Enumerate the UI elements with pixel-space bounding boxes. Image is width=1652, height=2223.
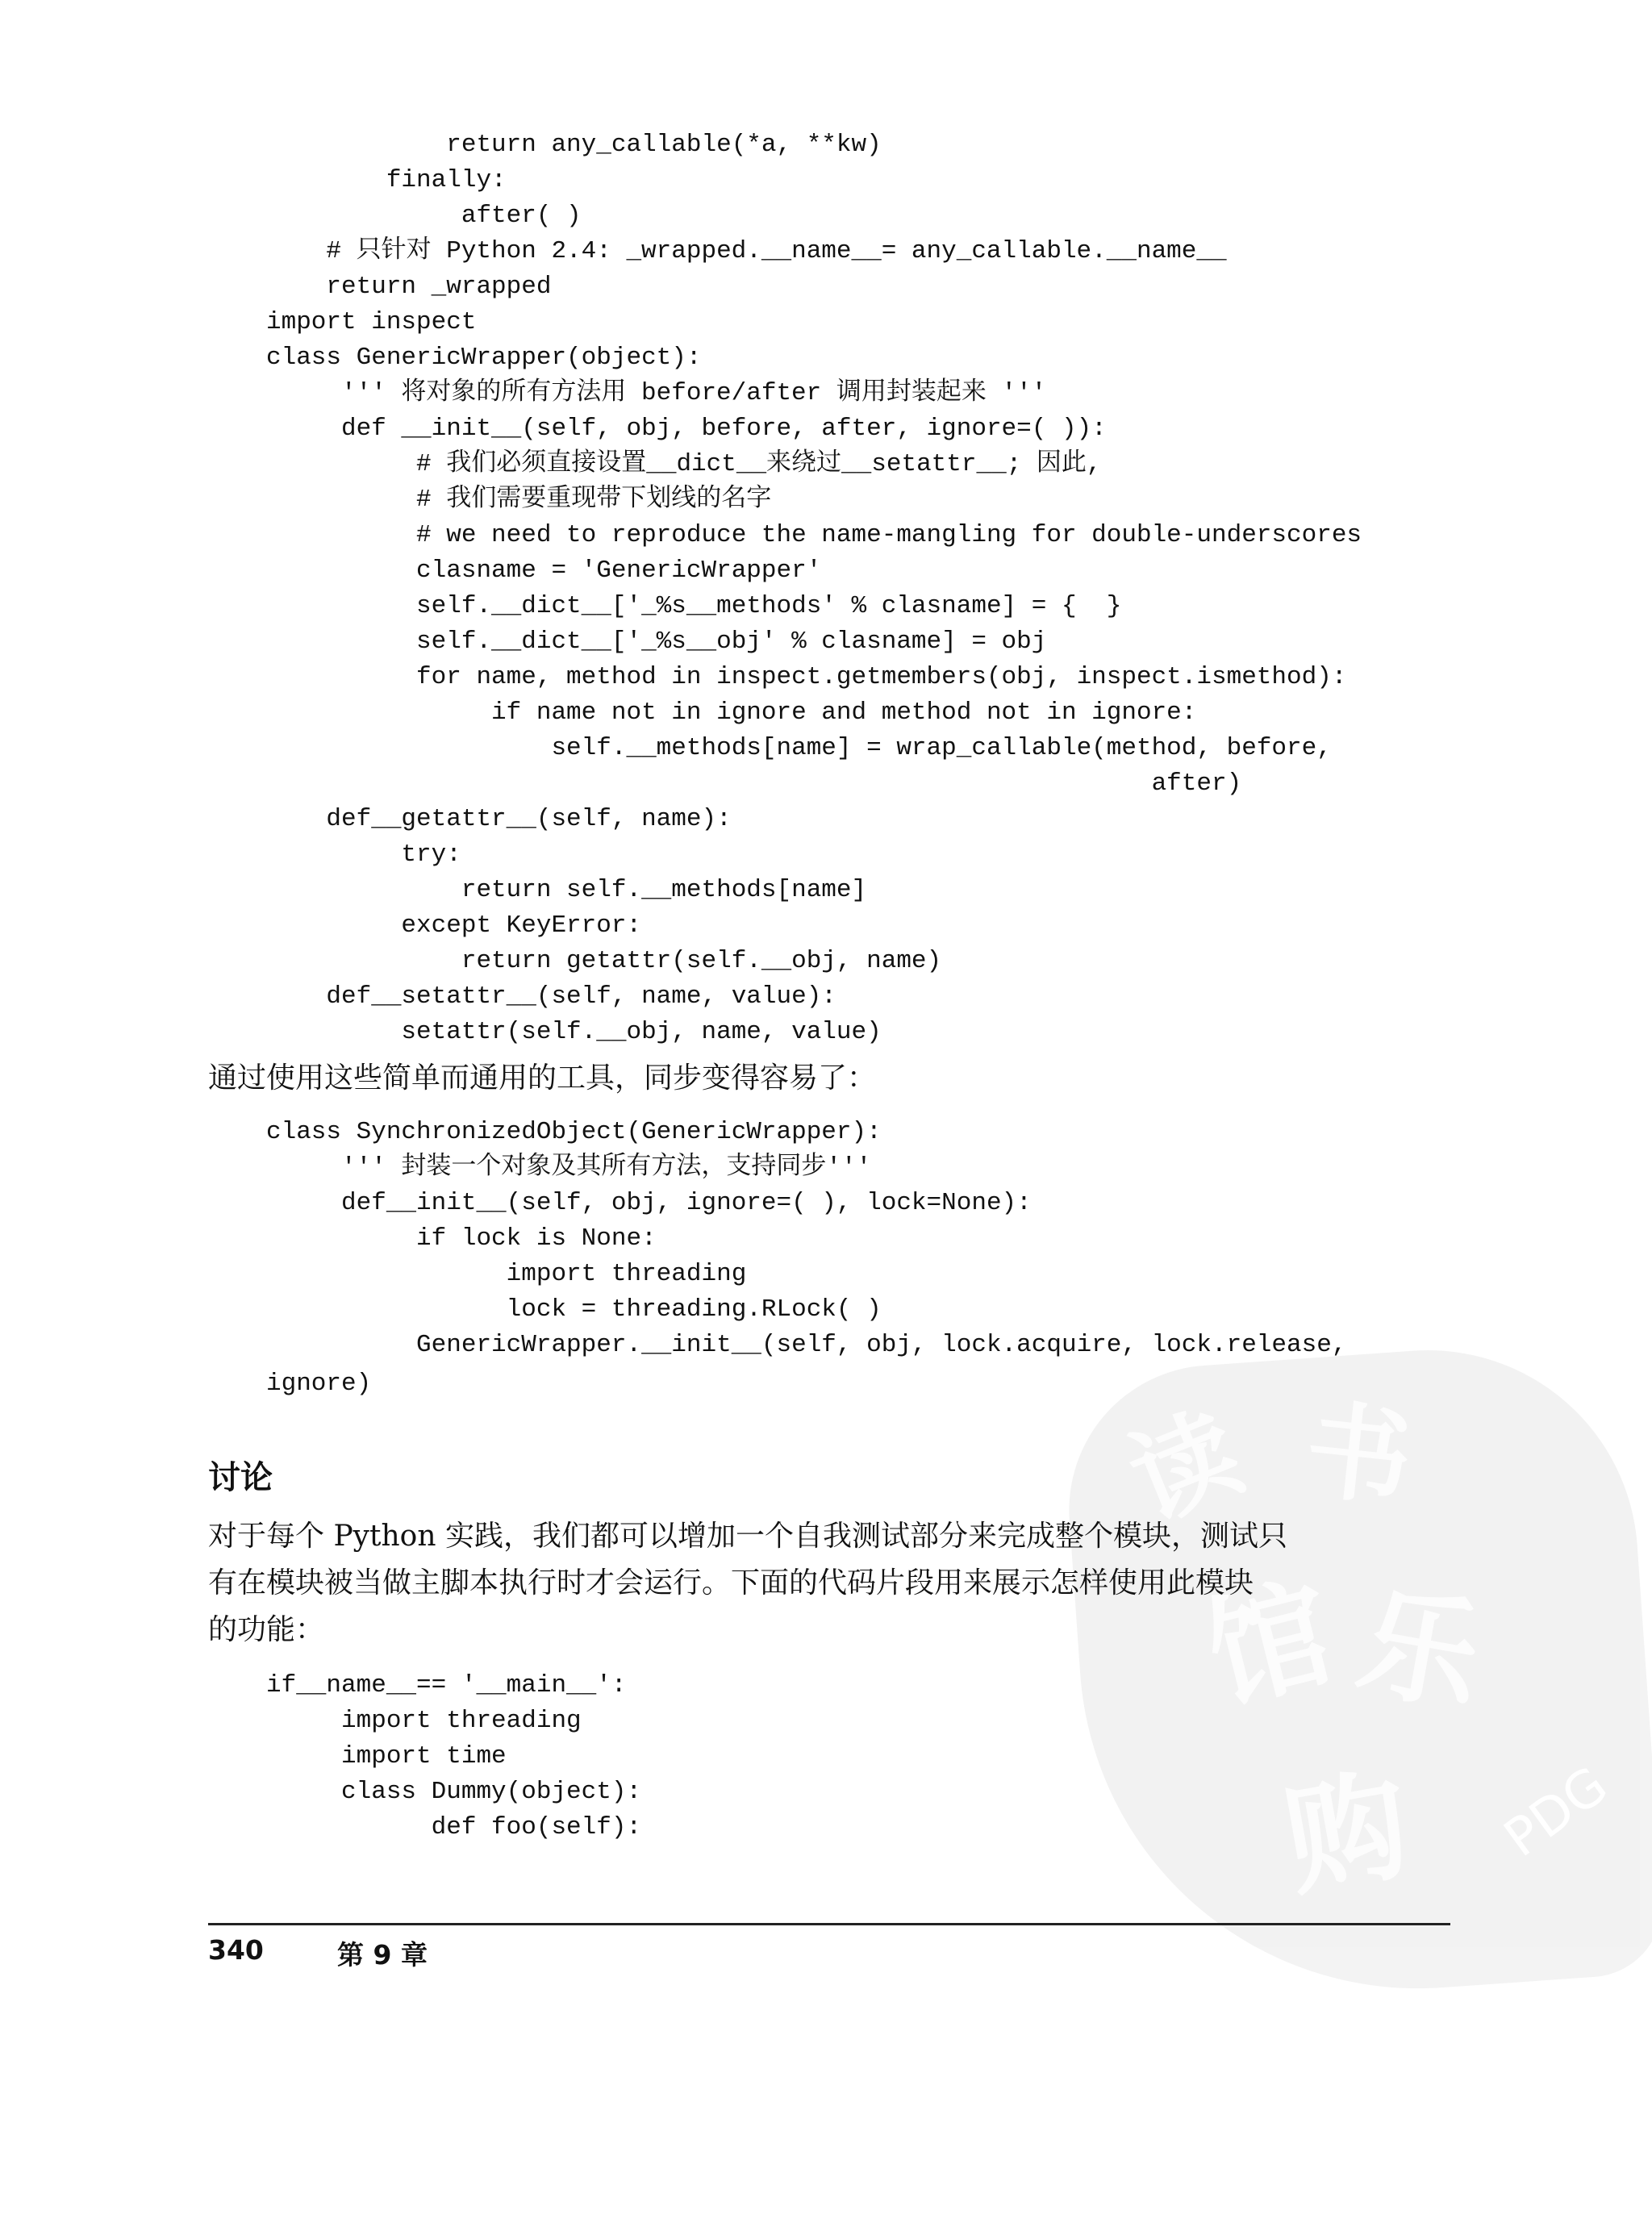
code-line: def __init__(self, obj, before, after, ignore=( )):: [266, 415, 1107, 443]
code-line: import threading: [266, 1260, 747, 1288]
watermark-glyph: 馆: [1194, 1561, 1346, 1729]
paragraph-line: 有在模块被当做主脚本执行时才会运行。下面的代码片段用来展示怎样使用此模块: [208, 1566, 1254, 1599]
watermark-glyph: 书: [1299, 1387, 1417, 1521]
code-line: class SynchronizedObject(GenericWrapper):: [266, 1118, 882, 1146]
code-line: import threading: [266, 1707, 582, 1735]
code-line: # 我们必须直接设置__dict__来绕过__setattr__; 因此,: [266, 450, 1102, 478]
code-line: try:: [266, 840, 461, 869]
watermark-glyph: 乐: [1347, 1569, 1492, 1731]
page-number: 340: [208, 1934, 264, 1966]
code-line: class GenericWrapper(object):: [266, 344, 702, 372]
code-line: GenericWrapper.__init__(self, obj, lock.acquire, lock.release,: [266, 1331, 1347, 1359]
code-line: def foo(self):: [266, 1813, 642, 1841]
code-line: ignore): [266, 1370, 372, 1398]
code-line: ''' 封装一个对象及其所有方法，支持同步''': [266, 1153, 872, 1182]
code-line: self.__methods[name] = wrap_callable(method, before,: [266, 734, 1332, 762]
code-line: except KeyError:: [266, 911, 642, 940]
code-line: for name, method in inspect.getmembers(obj, inspect.ismethod):: [266, 663, 1347, 691]
code-line: def__getattr__(self, name):: [266, 805, 732, 833]
code-line: clasname = 'GenericWrapper': [266, 557, 822, 585]
watermark-glyph: 购: [1274, 1753, 1420, 1914]
code-line: class Dummy(object):: [266, 1778, 642, 1806]
code-line: finally:: [266, 166, 507, 194]
code-line: if name not in ignore and method not in ignore:: [266, 699, 1197, 727]
code-line: import inspect: [266, 308, 477, 336]
paragraph-line: 对于每个 Python 实践，我们都可以增加一个自我测试部分来完成整个模块，测试只: [208, 1520, 1287, 1553]
code-line: ''' 将对象的所有方法用 before/after 调用封装起来 ''': [266, 379, 1047, 407]
code-line: self.__dict__['_%s__obj' % clasname] = obj: [266, 628, 1047, 656]
code-line: import time: [266, 1742, 507, 1770]
code-line: return self.__methods[name]: [266, 876, 867, 904]
code-line: self.__dict__['_%s__methods' % clasname] = { }: [266, 592, 1122, 620]
code-line: lock = threading.RLock( ): [266, 1295, 882, 1324]
code-line: return any_callable(*a, **kw): [266, 131, 882, 159]
watermark-stamp: [1059, 1337, 1652, 2012]
paragraph-line: 的功能：: [208, 1613, 325, 1646]
section-heading: 讨论: [208, 1459, 273, 1496]
code-line: if lock is None:: [266, 1224, 657, 1253]
code-line: # 我们需要重现带下划线的名字: [266, 486, 772, 514]
code-line: return _wrapped: [266, 273, 552, 301]
code-line: return getattr(self.__obj, name): [266, 947, 942, 975]
chapter-label: 第 9 章: [337, 1939, 428, 1971]
sync-intro-paragraph: 通过使用这些简单而通用的工具，同步变得容易了：: [208, 1061, 877, 1095]
code-line: after( ): [266, 202, 582, 230]
watermark-glyph: 读: [1113, 1389, 1258, 1544]
code-line: # we need to reproduce the name-mangling for double-underscores: [266, 521, 1362, 549]
code-line: setattr(self.__obj, name, value): [266, 1018, 882, 1046]
footer-rule: [208, 1923, 1450, 1925]
watermark-logo-text: PDG: [1493, 1755, 1619, 1870]
code-line: def__init__(self, obj, ignore=( ), lock=None):: [266, 1189, 1032, 1217]
code-line: if__name__== '__main__':: [266, 1671, 627, 1700]
code-line: # 只针对 Python 2.4: _wrapped.__name__= any_callable.__name__: [266, 237, 1227, 265]
code-line: def__setattr__(self, name, value):: [266, 982, 836, 1011]
code-line: after): [266, 770, 1242, 798]
